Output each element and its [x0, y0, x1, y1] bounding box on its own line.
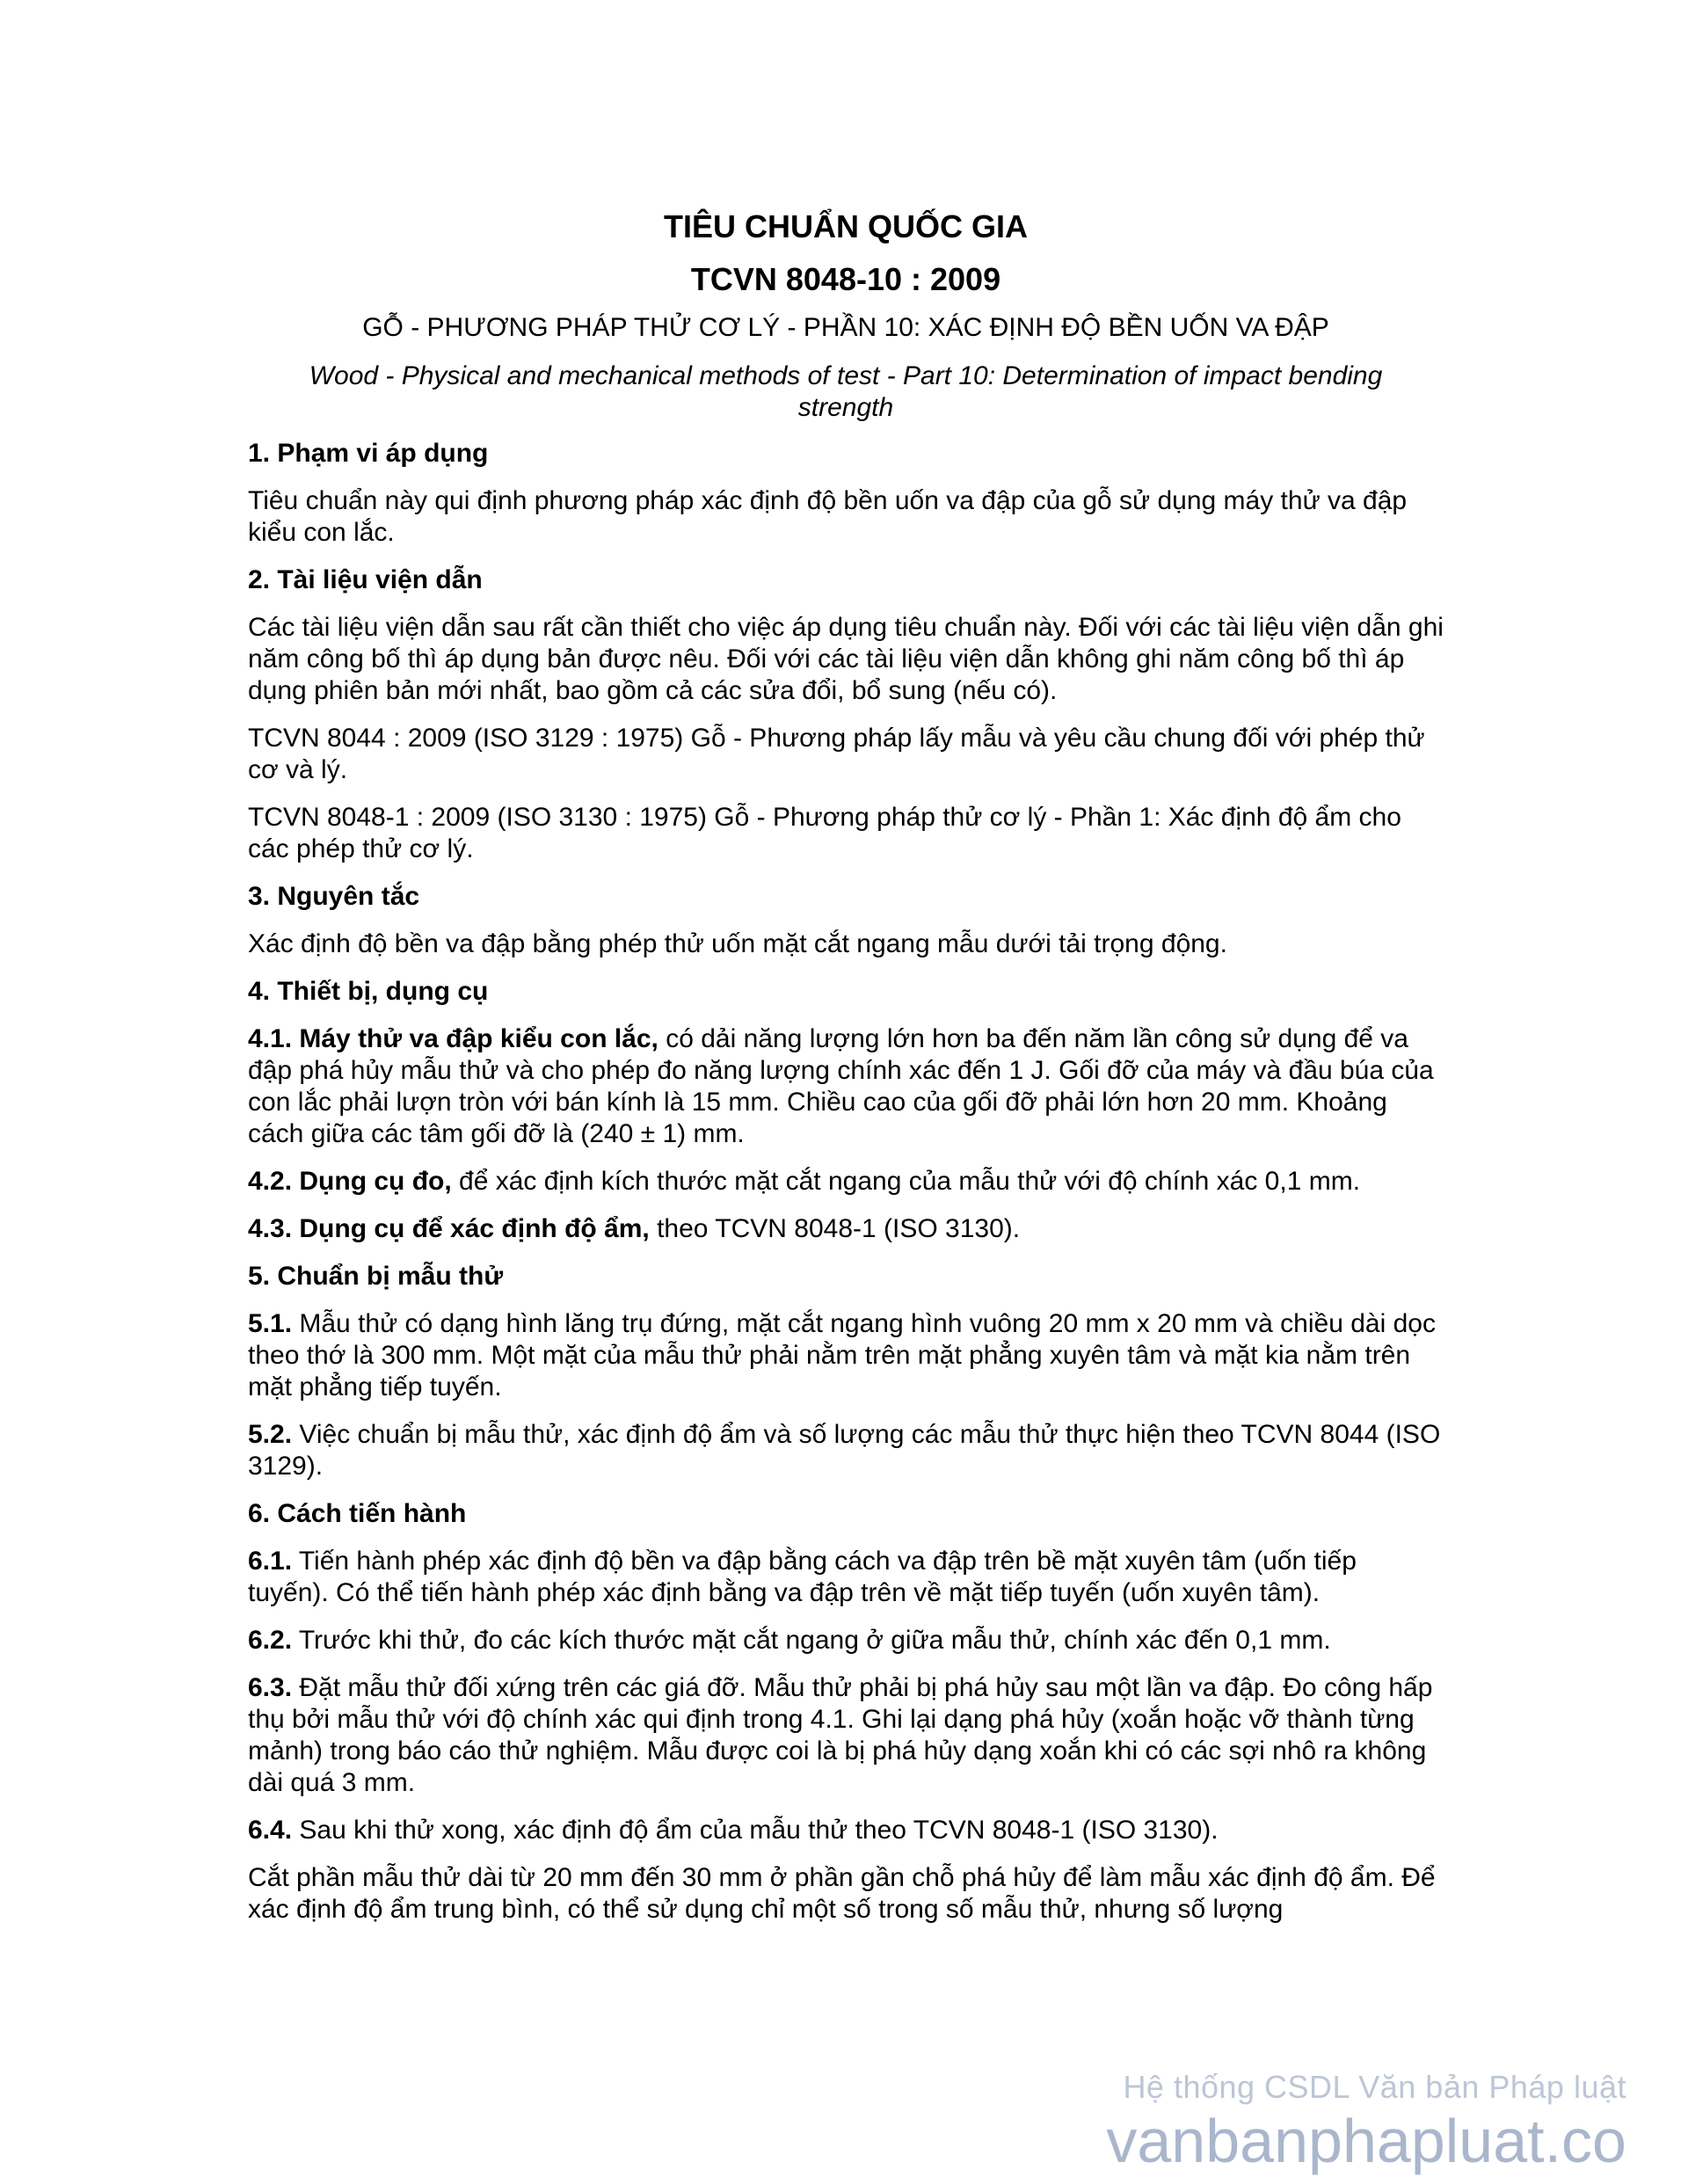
- watermark-site-link[interactable]: vanbanphapluat.co: [1106, 2107, 1626, 2175]
- section-2-heading: 2. Tài liệu viện dẫn: [248, 565, 483, 594]
- section-6-final-paragraph: Cắt phần mẫu thử dài từ 20 mm đến 30 mm ở phần gần chỗ phá hủy để làm mẫu xác định độ ẩm. Để xác định độ ẩm trung bình, có thể sử dụng chỉ một số trong số mẫu thử, nhưng số lượng: [248, 1863, 1436, 1924]
- clause-5-2-label: 5.2.: [248, 1420, 293, 1449]
- clause-4-1-label: 4.1. Máy thử va đập kiểu con lắc,: [248, 1024, 658, 1053]
- clause-4-1-text: có dải năng lượng lớn hơn ba đến năm lần công sử dụng để va đập phá hủy mẫu thử và cho phép đo năng lượng chính xác đến 1 J. Gối đỡ của máy và đầu búa của con lắc phải lượn tròn với bán kính là 15 mm. Chiều cao của gối đỡ phải lớn hơn 20 mm. Khoảng cách giữa các tâm gối đỡ là (240 ± 1) mm.: [248, 1024, 1434, 1148]
- clause-4-3-text: theo TCVN 8048-1 (ISO 3130).: [649, 1214, 1021, 1243]
- document-code: TCVN 8048-10 : 2009: [690, 261, 1001, 297]
- clause-4-3-label: 4.3. Dụng cụ để xác định độ ẩm,: [248, 1214, 650, 1243]
- section-2-reference-1: TCVN 8044 : 2009 (ISO 3129 : 1975) Gỗ - Phương pháp lấy mẫu và yêu cầu chung đối với phép thử cơ và lý.: [248, 724, 1425, 784]
- clause-5-2-text: Việc chuẩn bị mẫu thử, xác định độ ẩm và số lượng các mẫu thử thực hiện theo TCVN 8044 (ISO 3129).: [248, 1420, 1441, 1481]
- document-subtitle: GỖ - PHƯƠNG PHÁP THỬ CƠ LÝ - PHẦN 10: XÁC ĐỊNH ĐỘ BỀN UỐN VA ĐẬP: [362, 313, 1329, 342]
- clause-4-3: [248, 1213, 1444, 1245]
- clause-5-1-text: Mẫu thử có dạng hình lăng trụ đứng, mặt cắt ngang hình vuông 20 mm x 20 mm và chiều dài dọc theo thớ là 300 mm. Một mặt của mẫu thử phải nằm trên mặt phẳng xuyên tâm và mặt kia nằm trên mặt phẳng tiếp tuyến.: [248, 1309, 1436, 1401]
- section-2-reference-2: TCVN 8048-1 : 2009 (ISO 3130 : 1975) Gỗ - Phương pháp thử cơ lý - Phần 1: Xác định độ ẩm cho các phép thử cơ lý.: [248, 803, 1401, 863]
- clause-5-1-label: 5.1.: [248, 1309, 293, 1338]
- clause-5-2: [248, 1419, 1444, 1482]
- clause-4-1: [248, 1023, 1444, 1150]
- section-3-paragraph: Xác định độ bền va đập bằng phép thử uốn mặt cắt ngang mẫu dưới tải trọng động.: [248, 929, 1227, 958]
- clause-6-4: [248, 1815, 1444, 1846]
- clause-5-1: [248, 1308, 1444, 1403]
- clause-6-2-text: Trước khi thử, đo các kích thước mặt cắt ngang ở giữa mẫu thử, chính xác đến 0,1 mm.: [292, 1626, 1331, 1655]
- clause-6-3: [248, 1672, 1444, 1799]
- section-6-heading: 6. Cách tiến hành: [248, 1499, 467, 1528]
- clause-6-1-label: 6.1.: [248, 1547, 293, 1576]
- section-4-heading: 4. Thiết bị, dụng cụ: [248, 977, 489, 1006]
- clause-4-2-label: 4.2. Dụng cụ đo,: [248, 1167, 452, 1196]
- section-3-heading: 3. Nguyên tắc: [248, 882, 420, 911]
- clause-6-1-text: Tiến hành phép xác định độ bền va đập bằng cách va đập trên bề mặt xuyên tâm (uốn tiếp tuyến). Có thể tiến hành phép xác định bằng va đập trên về mặt tiếp tuyến (uốn xuyên tâm).: [248, 1547, 1357, 1607]
- document-english-title: Wood - Physical and mechanical methods of test - Part 10: Determination of impact bending strength: [309, 361, 1383, 422]
- document-title: TIÊU CHUẨN QUỐC GIA: [664, 208, 1028, 244]
- section-1-heading: 1. Phạm vi áp dụng: [248, 439, 489, 468]
- clause-6-4-label: 6.4.: [248, 1816, 293, 1845]
- clause-6-4-text: Sau khi thử xong, xác định độ ẩm của mẫu thử theo TCVN 8048-1 (ISO 3130).: [292, 1816, 1219, 1845]
- clause-6-3-text: Đặt mẫu thử đối xứng trên các giá đỡ. Mẫu thử phải bị phá hủy sau một lần va đập. Đo công hấp thụ bởi mẫu thử với độ chính xác qui định trong 4.1. Ghi lại dạng phá hủy (xoắn hoặc vỡ thành từng mảnh) trong báo cáo thử nghiệm. Mẫu được coi là bị phá hủy dạng xoắn khi có các sợi nhô ra không dài quá 3 mm.: [248, 1673, 1433, 1797]
- clause-6-2-label: 6.2.: [248, 1626, 293, 1655]
- clause-6-1: [248, 1546, 1444, 1609]
- clause-4-2: [248, 1166, 1444, 1198]
- section-5-heading: 5. Chuẩn bị mẫu thử: [248, 1262, 504, 1291]
- section-2-paragraph-1: Các tài liệu viện dẫn sau rất cần thiết cho việc áp dụng tiêu chuẩn này. Đối với các tài liệu viện dẫn ghi năm công bố thì áp dụng bản được nêu. Đối với các tài liệu viện dẫn không ghi năm công bố thì áp dụng phiên bản mới nhất, bao gồm cả các sửa đổi, bổ sung (nếu có).: [248, 613, 1444, 705]
- clause-6-3-label: 6.3.: [248, 1673, 293, 1702]
- document-page: [248, 207, 1444, 1941]
- clause-4-2-text: để xác định kích thước mặt cắt ngang của mẫu thử với độ chính xác 0,1 mm.: [451, 1167, 1361, 1196]
- clause-6-2: [248, 1625, 1444, 1656]
- watermark: [1106, 2068, 1626, 2184]
- watermark-line-1: Hệ thống CSDL Văn bản Pháp luật: [1123, 2069, 1626, 2105]
- section-1-paragraph: Tiêu chuẩn này qui định phương pháp xác định độ bền uốn va đập của gỗ sử dụng máy thử va đập kiểu con lắc.: [248, 486, 1408, 547]
